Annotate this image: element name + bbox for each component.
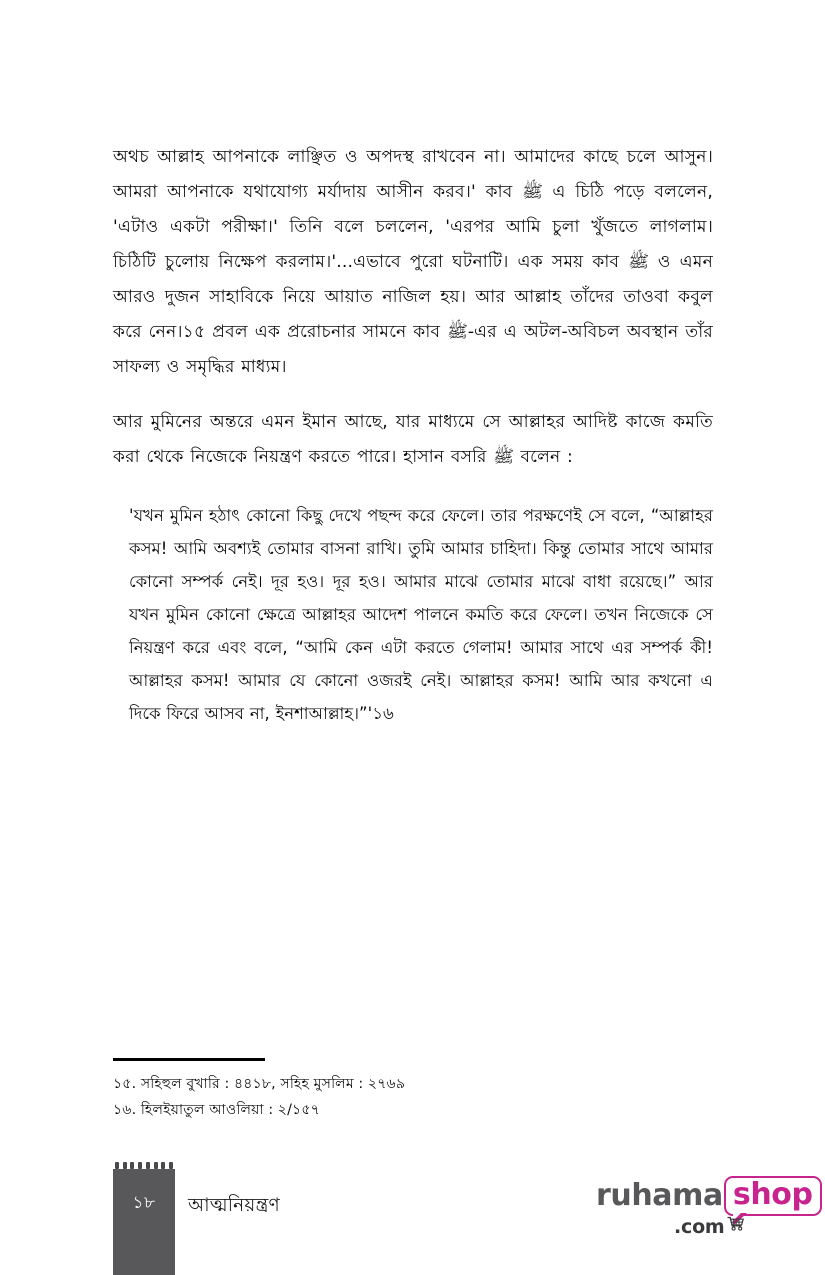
page-number-box bbox=[113, 1169, 175, 1275]
page-footer bbox=[0, 1160, 825, 1275]
footnote-16: ১৬. হিলইয়াতুল আওলিয়া : ২/১৫৭ bbox=[113, 1101, 320, 1118]
footnote-separator-rule bbox=[113, 1058, 265, 1061]
logo-tld-row bbox=[674, 1216, 744, 1237]
footnote-15: ১৫. সহিহুল বুখারি : ৪৪১৮, সহিহ মুসলিম : ২৭৬৯ bbox=[113, 1075, 406, 1092]
page-number: ১৮ bbox=[132, 1193, 156, 1213]
ruhamashop-logo[interactable] bbox=[596, 1176, 813, 1250]
blockquote bbox=[129, 499, 713, 730]
logo-shop-bubble bbox=[724, 1176, 822, 1216]
logo-tld-text: .com bbox=[674, 1216, 725, 1238]
logo-wordmark bbox=[596, 1176, 822, 1216]
footer-book-title: আত্মনিয়ন্ত্রণ bbox=[188, 1195, 280, 1216]
logo-brand-text: ruhama bbox=[596, 1178, 723, 1213]
blockquote-text: 'যখন মুমিন হঠাৎ কোনো কিছু দেখে পছন্দ করে ফেলে। তার পরক্ষণেই সে বলে, “আল্লাহর কসম! আমি অবশ্যই তোমার বাসনা রাখি। তুমি আমার চাহিদা। কিন্তু তোমার সাথে আমার কোনো সম্পর্ক নেই। দূর হও। দূর হও। আমার মাঝে তোমার মাঝে বাধা রয়েছে।” আর যখন মুমিন কোনো ক্ষেত্রে আল্লাহর আদেশ পালনে কমতি করে ফেলে। তখন নিজেকে সে নিয়ন্ত্রণ করে এবং বলে, “আমি কেন এটা করতে গেলাম! আমার সাথে এর সম্পর্ক কী! আল্লাহর কসম! আমার যে কোনো ওজরই নেই। আল্লাহর কসম! আমি আর কখনো এ দিকে ফিরে আসব না, ইনশাআল্লাহ।”'১৬ bbox=[129, 506, 713, 723]
body-paragraph-2: আর মুমিনের অন্তরে এমন ইমান আছে, যার মাধ্যমে সে আল্লাহর আদিষ্ট কাজে কমতি করা থেকে নিজেকে নিয়ন্ত্রণ করতে পারে। হাসান বসরি ﷺ বলেন : bbox=[113, 412, 713, 467]
footnote-section bbox=[113, 1058, 713, 1123]
logo-accent-text: shop bbox=[724, 1176, 822, 1216]
body-paragraph-1: অথচ আল্লাহ আপনাকে লাঞ্ছিত ও অপদস্থ রাখবেন না। আমাদের কাছে চলে আসুন। আমরা আপনাকে যথাযোগ্য মর্যাদায় আসীন করব।' কাব ﷺ এ চিঠি পড়ে বললেন, 'এটাও একটা পরীক্ষা।' তিনি বলে চললেন, 'এরপর আমি চুলা খুঁজতে লাগলাম। চিঠিটি চুলোয় নিক্ষেপ করলাম।'...এভাবে পুরো ঘটনাটি। এক সময় কাব ﷺ ও এমন আরও দুজন সাহাবিকে নিয়ে আয়াত নাজিল হয়। আর আল্লাহ তাঁদের তাওবা কবুল করে নেন।১৫ প্রবল এক প্ররোচনার সামনে কাব ﷺ-এর এ অটল-অবিচল অবস্থান তাঁর সাফল্য ও সমৃদ্ধির মাধ্যম। bbox=[113, 147, 713, 377]
notepad-binding-dots-icon bbox=[113, 1162, 175, 1170]
page-body bbox=[113, 140, 713, 730]
shopping-cart-icon bbox=[727, 1216, 744, 1236]
